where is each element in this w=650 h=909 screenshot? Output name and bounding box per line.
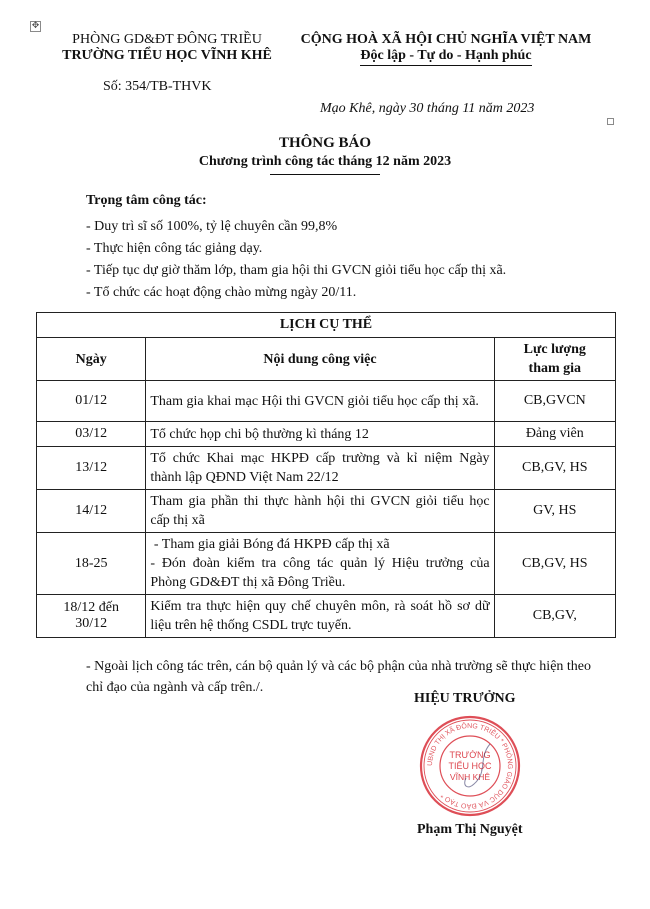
seal-text: TIỂU HỌC [448, 761, 492, 771]
issuer-block [50, 32, 284, 64]
focus-list [86, 216, 506, 304]
schedule-header-row [37, 338, 616, 381]
row-day: 03/12 [37, 422, 146, 447]
table-row [37, 447, 616, 490]
table-row [37, 490, 616, 533]
document-date: Mạo Khê, ngày 30 tháng 11 năm 2023 [320, 101, 535, 116]
table-row [37, 533, 616, 595]
column-header-force-line: Lực lượng [523, 342, 586, 357]
national-motto: Độc lập - Tự do - Hạnh phúc [360, 48, 531, 66]
column-header-force-line: tham gia [528, 361, 582, 376]
move-handle-icon[interactable]: ✥ [31, 21, 40, 31]
column-header-day: Ngày [37, 338, 146, 381]
row-day [37, 595, 146, 638]
row-content: Tổ chức Khai mạc HKPĐ cấp trường và kỉ niệm Ngày thành lập QĐND Việt Nam 22/12 [146, 447, 494, 490]
document-number: Số: 354/TB-THVK [103, 79, 212, 94]
row-force: CB,GV, [494, 595, 615, 638]
resize-handle-icon[interactable] [607, 118, 614, 125]
document-subtitle: Chương trình công tác tháng 12 năm 2023 [198, 154, 452, 169]
column-header-force [494, 338, 615, 381]
national-header [292, 32, 600, 66]
row-force: CB,GV, HS [494, 533, 615, 595]
table-row [37, 381, 616, 422]
row-content: Kiểm tra thực hiện quy chế chuyên môn, rà soát hồ sơ dữ liệu trên hệ thống CSDL trực tuyến. [146, 595, 494, 638]
row-content: Tham gia phần thi thực hành hội thi GVCN giỏi tiểu học cấp thị xã [146, 490, 494, 533]
focus-item: - Duy trì sĩ số 100%, tỷ lệ chuyên cần 99,8% [86, 219, 338, 234]
row-day: 13/12 [37, 447, 146, 490]
row-content: Tổ chức họp chi bộ thường kì tháng 12 [146, 422, 494, 447]
row-day: 01/12 [37, 381, 146, 422]
row-force: CB,GVCN [494, 381, 615, 422]
row-force: Đảng viên [494, 422, 615, 447]
focus-item: - Tiếp tục dự giờ thăm lớp, tham gia hội thi GVCN giỏi tiểu học cấp thị xã. [86, 263, 507, 278]
row-day-line: 30/12 [75, 616, 108, 631]
focus-item: - Tổ chức các hoạt động chào mừng ngày 20/11. [86, 285, 357, 300]
seal-ring-text: UBND THỊ XÃ ĐÔNG TRIỀU * PHÒNG GIÁO DỤC VÀ ĐÀO TẠO * [426, 722, 514, 810]
school-seal-icon [418, 714, 522, 818]
row-day: 14/12 [37, 490, 146, 533]
seal-text: VĨNH KHÊ [449, 772, 491, 782]
national-name: CỘNG HOÀ XÃ HỘI CHỦ NGHĨA VIỆT NAM [300, 32, 592, 47]
row-content-line: - Tham gia giải Bóng đá HKPĐ cấp thị xã [150, 537, 390, 552]
signer-name: Phạm Thị Nguyệt [417, 822, 523, 837]
schedule-title: LỊCH CỤ THỂ [37, 313, 616, 338]
focus-item: - Thực hiện công tác giảng dạy. [86, 241, 263, 256]
row-content [146, 533, 494, 595]
row-day: 18-25 [37, 533, 146, 595]
issuer-department: PHÒNG GD&ĐT ĐÔNG TRIỀU [72, 32, 262, 47]
row-force: GV, HS [494, 490, 615, 533]
schedule-table [36, 312, 616, 638]
subtitle-underline [270, 174, 380, 175]
document-title: THÔNG BÁO [278, 135, 372, 151]
row-content-line: - Đón đoàn kiểm tra công tác quản lý Hiệu trưởng của Phòng GD&ĐT thị xã Đông Triều. [150, 556, 490, 590]
closing-note: - Ngoài lịch công tác trên, cán bộ quản lý và các bộ phận của nhà trường sẽ thực hiện theo chỉ đạo của ngành và cấp trên./. [86, 659, 592, 695]
table-row [37, 595, 616, 638]
signer-title: HIỆU TRƯỞNG [414, 691, 516, 706]
issuer-school: TRƯỜNG TIỂU HỌC VĨNH KHÊ [62, 48, 272, 63]
focus-heading: Trọng tâm công tác: [86, 193, 207, 208]
table-row [37, 422, 616, 447]
seal-text: TRƯỜNG [449, 750, 491, 760]
row-day-line: 18/12 đến [63, 600, 119, 615]
row-force: CB,GV, HS [494, 447, 615, 490]
column-header-content: Nội dung công việc [146, 338, 494, 381]
row-content: Tham gia khai mạc Hội thi GVCN giỏi tiểu học cấp thị xã. [146, 381, 494, 422]
